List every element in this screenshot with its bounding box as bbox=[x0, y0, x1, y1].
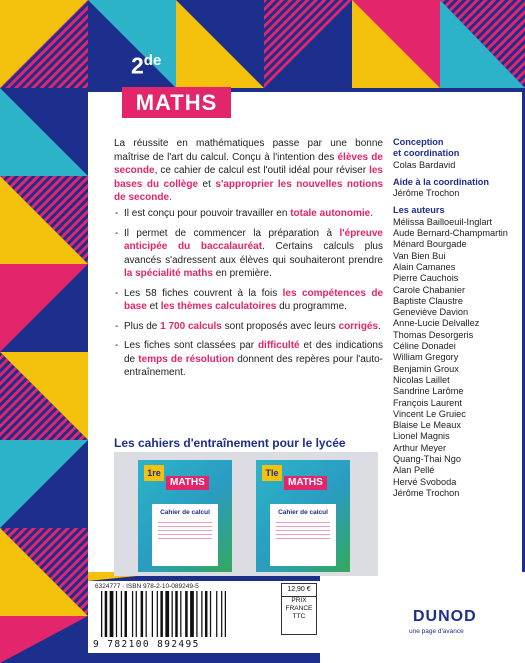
feature-highlight: totale autonomie bbox=[290, 208, 371, 219]
author-name: Arthur Meyer bbox=[393, 442, 447, 453]
author-name: Alan Pellé bbox=[393, 465, 435, 476]
price: 12,90 € bbox=[282, 584, 316, 597]
grade-label bbox=[131, 47, 161, 80]
feature-highlight: 1 700 calculs bbox=[160, 320, 222, 332]
author-name: François Laurent bbox=[393, 397, 462, 408]
feature-item bbox=[114, 207, 383, 221]
author-name: Anne-Lucie Delvallez bbox=[393, 318, 480, 329]
feature-text: Il permet de commencer la préparation à bbox=[124, 227, 340, 239]
publisher-tagline: une page d'avance bbox=[409, 628, 464, 635]
credits-heading: Les auteurs bbox=[393, 205, 445, 216]
feature-item bbox=[114, 227, 383, 281]
grade-number: 2 bbox=[131, 52, 144, 79]
feature-text: Plus de bbox=[124, 320, 161, 332]
author-name: Céline Donadei bbox=[393, 341, 456, 352]
feature-text: et des indications de bbox=[124, 340, 383, 365]
feature-highlight: difficulté bbox=[257, 340, 300, 351]
credits-name: Jérôme Trochon bbox=[393, 188, 460, 199]
author-name: Quang-Thai Ngo bbox=[393, 454, 461, 465]
intro-text: , ce cahier de calcul est l'outil idéal pour réviser bbox=[154, 165, 370, 176]
feature-highlight: corrigés bbox=[338, 320, 379, 332]
subject-title: MATHS bbox=[122, 87, 231, 118]
feature-text: en première. bbox=[212, 268, 272, 279]
book-text-lines bbox=[158, 522, 212, 542]
feature-highlight: les thèmes calculatoires bbox=[160, 301, 277, 312]
author-name: Pierre Cauchois bbox=[393, 273, 459, 284]
credits-column bbox=[393, 137, 518, 499]
intro-text: La réussite en mathématiques passe par une bonne maîtrise de l'art du calcul. Conçu à l'intention des bbox=[114, 138, 383, 163]
feature-text: . bbox=[370, 208, 373, 219]
price-note: FRANCE bbox=[285, 605, 313, 612]
book-grade: Tle bbox=[262, 465, 282, 481]
grade-suffix: de bbox=[143, 52, 162, 69]
feature-text: . Certains calculs plus avancés s'adressent aux élèves qui souhaiteront prendre bbox=[124, 241, 383, 266]
author-name: Ménard Bourgade bbox=[393, 239, 467, 250]
feature-text: sont proposés avec leurs bbox=[221, 320, 339, 332]
feature-highlight: temps de résolution bbox=[138, 353, 235, 365]
authors-list bbox=[393, 217, 518, 499]
author-name: Mélissa Bailloeuil-Inglart bbox=[393, 216, 493, 227]
book-label: Cahier de calcul bbox=[278, 509, 328, 516]
author-name: Van Bien Bui bbox=[393, 250, 446, 261]
author-name: Baptiste Claustre bbox=[393, 295, 463, 306]
author-name: Geneviève Davion bbox=[393, 307, 469, 318]
feature-item bbox=[114, 339, 383, 380]
book-grade: 1re bbox=[144, 465, 164, 481]
isbn-line: 6324777 · ISBN 978-2-10-089249-5 bbox=[95, 583, 199, 590]
intro-text: . bbox=[169, 192, 172, 203]
publisher-logo: DUNOD bbox=[413, 608, 477, 625]
credits-heading: Aide à la coordination bbox=[393, 176, 489, 187]
intro-highlight: s'approprier les nouvelles notions de seconde bbox=[114, 178, 383, 203]
author-name: Jérôme Trochon bbox=[393, 487, 460, 498]
intro-paragraph bbox=[114, 137, 383, 205]
intro-text: et bbox=[198, 178, 216, 190]
author-name: Thomas Desorgeris bbox=[393, 329, 474, 340]
author-name: William Gregory bbox=[393, 352, 459, 363]
book-cover-premiere bbox=[138, 460, 232, 572]
feature-text: Les 58 fiches couvrent à la fois bbox=[124, 287, 283, 299]
barcode-digits: 9 782100 892495 bbox=[93, 639, 200, 650]
credits-name: Colas Bardavid bbox=[393, 159, 456, 170]
credits-heading: et coordination bbox=[393, 148, 460, 159]
cahiers-title: Les cahiers d'entraînement pour le lycée bbox=[114, 436, 346, 450]
book-label: Cahier de calcul bbox=[160, 509, 210, 516]
intro-highlight: élèves de seconde bbox=[114, 151, 383, 176]
book-cover-terminale bbox=[256, 460, 350, 572]
author-name: Alain Camanes bbox=[393, 261, 456, 272]
book-subject: MATHS bbox=[284, 476, 327, 490]
price-note: PRIX bbox=[291, 597, 307, 604]
author-name: Blaise Le Meaux bbox=[393, 420, 461, 431]
intro-highlight: les bases du collège bbox=[114, 165, 383, 190]
feature-text: Les fiches sont classées par bbox=[124, 340, 258, 351]
book-text-lines bbox=[276, 522, 330, 542]
feature-highlight: la spécialité maths bbox=[124, 268, 213, 279]
author-name: Lionel Magnis bbox=[393, 431, 450, 442]
author-name: Carole Chabanier bbox=[393, 284, 466, 295]
author-name: Vincent Le Gruiec bbox=[393, 408, 466, 419]
feature-list bbox=[114, 207, 383, 386]
feature-text: Il est conçu pour pouvoir travailler en bbox=[124, 208, 291, 219]
barcode-icon bbox=[99, 591, 269, 637]
feature-text: . bbox=[378, 320, 381, 332]
author-name: Hervé Svoboda bbox=[393, 476, 457, 487]
feature-text: et bbox=[146, 301, 161, 312]
author-name: Aude Bernard-Champmartin bbox=[393, 228, 508, 239]
feature-text: donnent des repères pour l'auto-entraînement. bbox=[124, 353, 383, 378]
author-name: Benjamin Groux bbox=[393, 363, 459, 374]
price-box bbox=[281, 583, 317, 635]
author-name: Nicolas Laillet bbox=[393, 374, 450, 385]
book-subject: MATHS bbox=[166, 476, 209, 490]
credits-heading: Conception bbox=[393, 137, 444, 147]
feature-item bbox=[114, 320, 383, 334]
feature-text: du programme. bbox=[276, 301, 347, 312]
feature-item bbox=[114, 287, 383, 314]
feature-highlight: l'épreuve anticipée du baccalauréat bbox=[124, 227, 383, 252]
price-note: TTC bbox=[292, 613, 306, 620]
author-name: Sandrine Larôme bbox=[393, 386, 464, 397]
feature-highlight: les compétences de base bbox=[124, 287, 384, 312]
